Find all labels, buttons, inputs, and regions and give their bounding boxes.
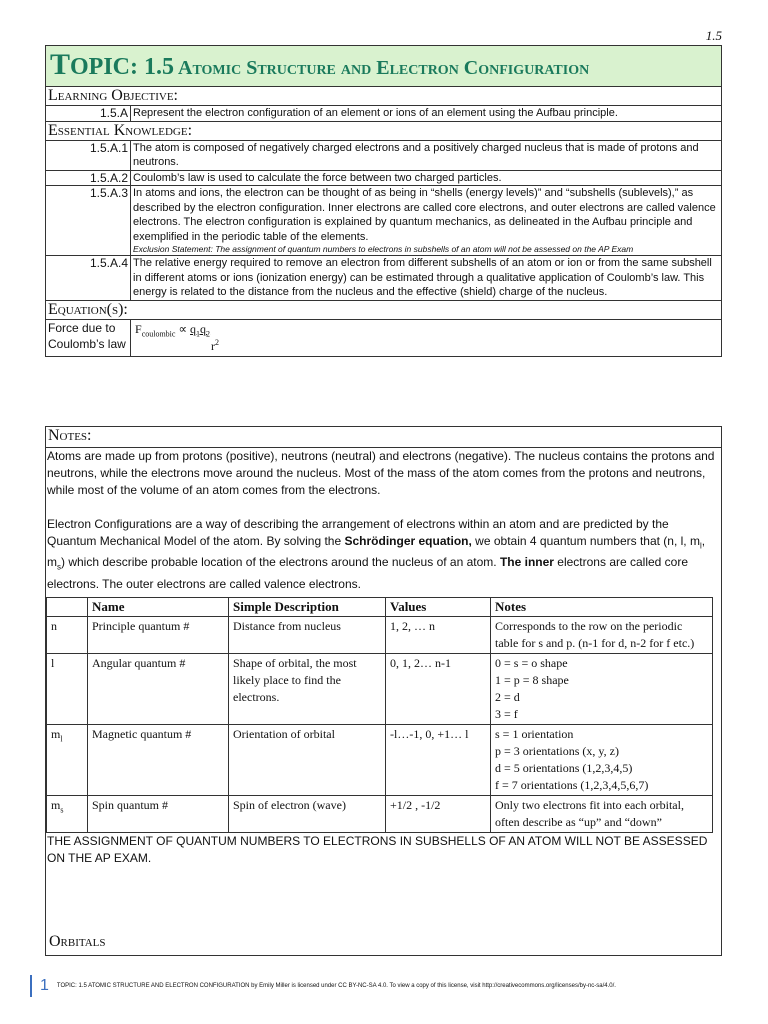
p2-text: Electron Configurations are a way of describing the arrangement of electrons within an atom and are predicted by the Quantum Mechanical Model of the atom. By solving the <box>47 517 669 548</box>
cell-notes <box>491 653 713 724</box>
ek-text: Coulomb’s law is used to calculate the force between two charged particles. <box>131 170 722 186</box>
ek-code: 1.5.A.4 <box>46 256 131 301</box>
table-header-row <box>47 597 713 616</box>
topic-title: Atomic Structure and Electron Configuration <box>178 57 590 79</box>
symbol: n <box>51 618 57 633</box>
cell-desc: Distance from nucleus <box>229 616 386 653</box>
quantum-numbers-table <box>46 597 713 833</box>
cell-desc: Spin of electron (wave) <box>229 795 386 832</box>
topic-prefix: OPIC: 1.5 <box>70 54 175 80</box>
note-line: s = 1 orientation <box>495 726 574 741</box>
ek-text: The atom is composed of negatively charged electrons and a positively charged nucleus that is made of protons and neutrons. <box>131 140 722 170</box>
symbol-sub: l <box>60 734 63 744</box>
cell-notes <box>491 724 713 795</box>
coulomb-equation <box>131 319 722 356</box>
p2-text: electrons are called core electrons. The outer electrons are called valence electrons. <box>47 555 689 591</box>
table-header: Name <box>88 597 229 616</box>
note-line: 3 = f <box>495 706 518 721</box>
eq-r-sup: 2 <box>215 337 219 347</box>
note-line: p = 3 orientations (x, y, z) <box>495 743 619 758</box>
assignment-statement: THE ASSIGNMENT OF QUANTUM NUMBERS TO ELECTRONS IN SUBSHELLS OF AN ATOM WILL NOT BE ASSESSED ON THE AP EXAM. <box>47 833 708 865</box>
cell-name: Principle quantum # <box>88 616 229 653</box>
eq-q2-sub: 2 <box>206 328 211 338</box>
footer <box>30 975 616 997</box>
cell-name: Angular quantum # <box>88 653 229 724</box>
cell-name: Magnetic quantum # <box>88 724 229 795</box>
note-line: d = 5 orientations (1,2,3,4,5) <box>495 760 633 775</box>
table-header: Simple Description <box>229 597 386 616</box>
eq-r: r <box>211 338 215 353</box>
p2-bold-inner: The inner <box>499 555 554 570</box>
eq-prop: ∝ <box>175 321 191 336</box>
cell-desc: Shape of orbital, the most likely place to find the electrons. <box>229 653 386 724</box>
p2-sub-l: l <box>699 541 702 551</box>
equation-heading: Equation(s): <box>46 300 722 319</box>
equation-label: Force due to Coulomb’s law <box>46 319 131 356</box>
learning-objective-heading: Learning Objective: <box>46 87 722 106</box>
p2-bold-schrodinger: Schrödinger equation, <box>344 534 472 548</box>
topic-table <box>45 45 722 357</box>
ek-text: In atoms and ions, the electron can be thought of as being in “shells (energy levels)” and “subshells (sublevels),” as described by the electron configuration. Inner electrons are called core electrons, and outer electrons are called valence electrons. The electron configuration is explained by quantum mechanics, as delineated in the Aufbau principle and exemplified in the periodic table of the elements. <box>133 187 716 243</box>
topic-prefix-t: T <box>50 48 71 81</box>
table-row <box>47 795 713 832</box>
table-row <box>47 616 713 653</box>
symbol: l <box>51 655 55 670</box>
eq-q1: q <box>190 321 197 336</box>
notes-paragraph-2 <box>47 516 720 593</box>
symbol-sub: s <box>60 805 64 815</box>
symbol: m <box>51 726 61 741</box>
table-row <box>47 653 713 724</box>
cell-symbol <box>47 653 88 724</box>
eq-f: F <box>135 321 142 336</box>
cell-symbol <box>47 795 88 832</box>
lo-code: 1.5.A <box>46 106 131 122</box>
eq-q2: q <box>200 321 207 336</box>
cell-notes: Only two electrons fit into each orbital, often describe as “up” and “down” <box>491 795 713 832</box>
cell-values: 1, 2, … n <box>386 616 491 653</box>
eq-q1-sub: 1 <box>196 328 201 338</box>
cell-name: Spin quantum # <box>88 795 229 832</box>
symbol: m <box>51 797 61 812</box>
p2-text: we obtain 4 quantum numbers that (n, l, m <box>471 534 700 548</box>
notes-box <box>45 426 722 956</box>
license-text: TOPIC: 1.5 ATOMIC STRUCTURE AND ELECTRON CONFIGURATION by Emily Miller is licensed under CC BY-NC-SA 4.0. To view a copy of this license, visit http://creativecommons.org/licenses/by-nc-sa/4.0/. <box>56 983 616 989</box>
notes-paragraph-1: Atoms are made up from protons (positive), neutrons (neutral) and electrons (negative). The nucleus contains the protons and neutrons, while the electrons move around the nucleus. Most of the mass of the atom comes from the protons and neutrons, while most of the volume of an atom comes from the electrons. <box>47 449 715 497</box>
ek-text-cell <box>131 186 722 256</box>
footer-bar <box>30 975 32 997</box>
note-line: 0 = s = o shape <box>495 655 568 670</box>
p2-text: , m <box>47 534 706 570</box>
p2-text: ) which describe probable location of the electrons around the nucleus of an atom. <box>61 555 500 570</box>
ek-code: 1.5.A.3 <box>46 186 131 256</box>
p2-sub-s: s <box>57 562 61 572</box>
essential-knowledge-heading: Essential Knowledge: <box>46 121 722 140</box>
lo-text: Represent the electron configuration of an element or ions of an element using the Aufbau principle. <box>131 106 722 122</box>
cell-values: 0, 1, 2… n-1 <box>386 653 491 724</box>
notes-body <box>46 448 721 593</box>
table-header: Notes <box>491 597 713 616</box>
note-line: 1 = p = 8 shape <box>495 672 569 687</box>
cell-desc: Orientation of orbital <box>229 724 386 795</box>
topic-title-cell <box>46 46 722 87</box>
orbitals-heading: Orbitals <box>49 933 106 950</box>
cell-symbol <box>47 616 88 653</box>
table-row <box>47 724 713 795</box>
cell-values: +1/2 , -1/2 <box>386 795 491 832</box>
note-line: 2 = d <box>495 689 520 704</box>
note-line: f = 7 orientations (1,2,3,4,5,6,7) <box>495 777 649 792</box>
notes-heading: Notes: <box>46 427 721 448</box>
eq-sub: coulombic <box>141 328 176 338</box>
cell-symbol <box>47 724 88 795</box>
page-number: 1.5 <box>705 28 722 43</box>
exclusion-statement: Exclusion Statement: The assignment of quantum numbers to electrons in subshells of an atom will not be assessed on the AP Exam <box>133 244 634 254</box>
cell-notes: Corresponds to the row on the periodic table for s and p. (n-1 for d, n-2 for f etc.) <box>491 616 713 653</box>
ek-code: 1.5.A.2 <box>46 170 131 186</box>
cell-values: -l…-1, 0, +1… l <box>386 724 491 795</box>
footer-page-number: 1 <box>40 977 49 994</box>
ek-code: 1.5.A.1 <box>46 140 131 170</box>
table-header: Values <box>386 597 491 616</box>
ek-text: The relative energy required to remove an electron from different subshells of an atom or ion or from the same subshell in different atoms or ions (ionization energy) can be estimated through a qualitative application of Coulomb’s law. This energy is related to the distance from the nucleus and the effective (shield) charge of the nucleus. <box>131 256 722 301</box>
table-header <box>47 597 88 616</box>
